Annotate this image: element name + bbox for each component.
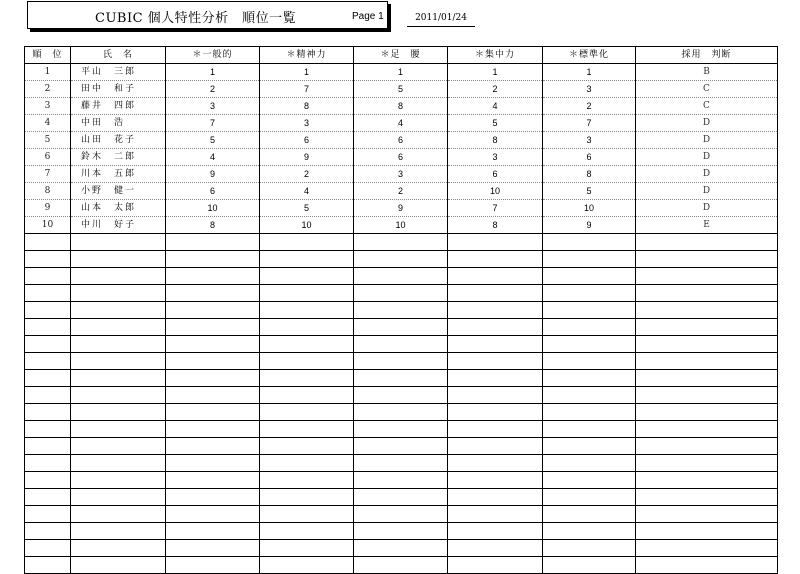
empty-table-cell bbox=[166, 455, 260, 472]
table-cell-judge: D bbox=[636, 115, 778, 132]
empty-table-cell bbox=[354, 302, 448, 319]
empty-table-row bbox=[25, 404, 778, 421]
empty-table-cell bbox=[25, 489, 71, 506]
table-cell-name: 川本 五郎 bbox=[71, 166, 166, 183]
ranking-table bbox=[24, 46, 778, 574]
column-header-focus: ＊集中力 bbox=[448, 47, 543, 64]
table-cell-legs: 4 bbox=[354, 115, 448, 132]
empty-table-cell bbox=[543, 455, 636, 472]
table-cell-general: 9 bbox=[166, 166, 260, 183]
empty-table-cell bbox=[448, 472, 543, 489]
table-cell-focus: 6 bbox=[448, 166, 543, 183]
table-cell-name: 平山 三郎 bbox=[71, 64, 166, 81]
table-cell-rank: 1 bbox=[44, 66, 51, 77]
table-cell-name: 田中 和子 bbox=[71, 81, 166, 98]
empty-table-cell bbox=[354, 489, 448, 506]
column-header-standard: ＊標準化 bbox=[543, 47, 636, 64]
column-header-legs: ＊足 腰 bbox=[354, 47, 448, 64]
empty-table-cell bbox=[354, 472, 448, 489]
empty-table-cell bbox=[25, 472, 71, 489]
empty-table-cell bbox=[354, 506, 448, 523]
empty-table-cell bbox=[71, 353, 166, 370]
empty-table-row bbox=[25, 370, 778, 387]
table-cell-judge: C bbox=[636, 81, 778, 98]
empty-table-cell bbox=[71, 472, 166, 489]
empty-table-cell bbox=[25, 506, 71, 523]
empty-table-cell bbox=[166, 523, 260, 540]
empty-table-cell bbox=[260, 557, 354, 574]
empty-table-cell bbox=[448, 540, 543, 557]
table-cell-focus: 7 bbox=[448, 200, 543, 217]
empty-table-row bbox=[25, 506, 778, 523]
empty-table-cell bbox=[71, 455, 166, 472]
empty-table-cell bbox=[25, 251, 71, 268]
table-cell-judge: C bbox=[636, 98, 778, 115]
empty-table-cell bbox=[260, 251, 354, 268]
empty-table-cell bbox=[543, 506, 636, 523]
empty-table-cell bbox=[448, 438, 543, 455]
table-cell-mental: 5 bbox=[260, 200, 354, 217]
empty-table-cell bbox=[260, 370, 354, 387]
table-cell-name: 藤井 四郎 bbox=[71, 98, 166, 115]
table-body bbox=[25, 64, 778, 574]
empty-table-cell bbox=[636, 472, 778, 489]
table-cell-general: 3 bbox=[166, 98, 260, 115]
empty-table-cell bbox=[636, 455, 778, 472]
empty-table-row bbox=[25, 268, 778, 285]
table-cell-rank: 6 bbox=[44, 151, 51, 162]
empty-table-cell bbox=[25, 319, 71, 336]
empty-table-row bbox=[25, 302, 778, 319]
empty-table-cell bbox=[543, 540, 636, 557]
empty-table-cell bbox=[448, 370, 543, 387]
empty-table-cell bbox=[166, 557, 260, 574]
empty-table-cell bbox=[166, 404, 260, 421]
table-row bbox=[25, 217, 778, 234]
empty-table-cell bbox=[636, 404, 778, 421]
table-cell-legs: 2 bbox=[354, 183, 448, 200]
empty-table-row bbox=[25, 523, 778, 540]
table-cell-mental: 8 bbox=[260, 98, 354, 115]
empty-table-cell bbox=[71, 302, 166, 319]
empty-table-cell bbox=[354, 234, 448, 251]
table-cell-standard: 1 bbox=[543, 64, 636, 81]
table-cell-mental: 1 bbox=[260, 64, 354, 81]
empty-table-cell bbox=[25, 336, 71, 353]
empty-table-cell bbox=[543, 523, 636, 540]
empty-table-cell bbox=[166, 319, 260, 336]
empty-table-row bbox=[25, 421, 778, 438]
empty-table-cell bbox=[260, 489, 354, 506]
empty-table-cell bbox=[543, 421, 636, 438]
empty-table-cell bbox=[71, 370, 166, 387]
table-cell-focus: 2 bbox=[448, 81, 543, 98]
table-cell-judge: D bbox=[636, 200, 778, 217]
table-row bbox=[25, 64, 778, 81]
empty-table-cell bbox=[448, 421, 543, 438]
empty-table-cell bbox=[354, 268, 448, 285]
table-cell-mental: 6 bbox=[260, 132, 354, 149]
empty-table-row bbox=[25, 319, 778, 336]
table-cell-general: 4 bbox=[166, 149, 260, 166]
empty-table-cell bbox=[166, 234, 260, 251]
empty-table-row bbox=[25, 438, 778, 455]
empty-table-cell bbox=[25, 285, 71, 302]
empty-table-cell bbox=[25, 523, 71, 540]
empty-table-cell bbox=[636, 268, 778, 285]
empty-table-cell bbox=[543, 251, 636, 268]
table-cell-rank: 10 bbox=[41, 219, 54, 230]
table-row bbox=[25, 200, 778, 217]
empty-table-cell bbox=[25, 370, 71, 387]
report-title: CUBIC 個人特性分析 順位一覧 bbox=[95, 11, 297, 26]
empty-table-cell bbox=[543, 353, 636, 370]
table-cell-legs: 6 bbox=[354, 149, 448, 166]
empty-table-cell bbox=[71, 523, 166, 540]
empty-table-cell bbox=[354, 387, 448, 404]
empty-table-cell bbox=[448, 506, 543, 523]
empty-table-cell bbox=[260, 506, 354, 523]
empty-table-cell bbox=[166, 285, 260, 302]
table-cell-name: 山本 太郎 bbox=[71, 200, 166, 217]
table-cell-mental: 3 bbox=[260, 115, 354, 132]
table-cell-legs: 8 bbox=[354, 98, 448, 115]
column-header-general: ＊一般的 bbox=[166, 47, 260, 64]
table-cell-standard: 6 bbox=[543, 149, 636, 166]
empty-table-cell bbox=[260, 540, 354, 557]
empty-table-cell bbox=[166, 506, 260, 523]
table-cell-legs: 3 bbox=[354, 166, 448, 183]
empty-table-cell bbox=[543, 268, 636, 285]
table-cell-focus: 8 bbox=[448, 132, 543, 149]
table-cell-general: 6 bbox=[166, 183, 260, 200]
empty-table-cell bbox=[543, 285, 636, 302]
empty-table-cell bbox=[25, 302, 71, 319]
empty-table-row bbox=[25, 251, 778, 268]
empty-table-cell bbox=[71, 540, 166, 557]
table-cell-name: 鈴木 二郎 bbox=[71, 149, 166, 166]
table-cell-rank: 8 bbox=[44, 185, 51, 196]
table-row bbox=[25, 149, 778, 166]
empty-table-cell bbox=[166, 387, 260, 404]
empty-table-cell bbox=[636, 353, 778, 370]
table-cell-mental: 10 bbox=[260, 217, 354, 234]
empty-table-row bbox=[25, 234, 778, 251]
empty-table-cell bbox=[166, 370, 260, 387]
empty-table-cell bbox=[260, 455, 354, 472]
empty-table-cell bbox=[448, 319, 543, 336]
empty-table-cell bbox=[25, 387, 71, 404]
empty-table-cell bbox=[543, 387, 636, 404]
table-cell-judge: B bbox=[636, 64, 778, 81]
table-cell-rank: 9 bbox=[44, 202, 51, 213]
table-cell-standard: 9 bbox=[543, 217, 636, 234]
empty-table-cell bbox=[25, 353, 71, 370]
empty-table-cell bbox=[354, 336, 448, 353]
table-cell-judge: D bbox=[636, 183, 778, 200]
empty-table-cell bbox=[354, 523, 448, 540]
empty-table-cell bbox=[636, 336, 778, 353]
empty-table-cell bbox=[71, 336, 166, 353]
empty-table-cell bbox=[636, 319, 778, 336]
empty-table-cell bbox=[354, 353, 448, 370]
empty-table-cell bbox=[25, 557, 71, 574]
empty-table-row bbox=[25, 455, 778, 472]
empty-table-cell bbox=[25, 438, 71, 455]
empty-table-cell bbox=[543, 472, 636, 489]
empty-table-cell bbox=[260, 268, 354, 285]
empty-table-cell bbox=[354, 319, 448, 336]
empty-table-cell bbox=[448, 302, 543, 319]
table-row bbox=[25, 81, 778, 98]
table-row bbox=[25, 183, 778, 200]
empty-table-cell bbox=[636, 489, 778, 506]
empty-table-row bbox=[25, 285, 778, 302]
empty-table-cell bbox=[71, 438, 166, 455]
table-cell-general: 8 bbox=[166, 217, 260, 234]
column-header-name: 氏 名 bbox=[71, 47, 166, 64]
table-cell-judge: D bbox=[636, 132, 778, 149]
empty-table-cell bbox=[25, 404, 71, 421]
empty-table-cell bbox=[71, 421, 166, 438]
empty-table-cell bbox=[636, 234, 778, 251]
table-cell-legs: 9 bbox=[354, 200, 448, 217]
empty-table-cell bbox=[636, 302, 778, 319]
table-cell-standard: 3 bbox=[543, 132, 636, 149]
empty-table-cell bbox=[354, 455, 448, 472]
empty-table-cell bbox=[543, 370, 636, 387]
table-cell-general: 7 bbox=[166, 115, 260, 132]
table-cell-rank: 7 bbox=[44, 168, 51, 179]
empty-table-cell bbox=[636, 557, 778, 574]
empty-table-cell bbox=[543, 489, 636, 506]
empty-table-cell bbox=[166, 421, 260, 438]
empty-table-cell bbox=[448, 251, 543, 268]
empty-table-cell bbox=[354, 285, 448, 302]
empty-table-cell bbox=[636, 438, 778, 455]
table-cell-standard: 2 bbox=[543, 98, 636, 115]
empty-table-cell bbox=[543, 438, 636, 455]
empty-table-cell bbox=[636, 285, 778, 302]
empty-table-cell bbox=[260, 421, 354, 438]
empty-table-cell bbox=[166, 438, 260, 455]
table-cell-judge: E bbox=[636, 217, 778, 234]
empty-table-cell bbox=[25, 268, 71, 285]
table-cell-rank: 2 bbox=[44, 83, 51, 94]
empty-table-cell bbox=[354, 557, 448, 574]
empty-table-cell bbox=[543, 336, 636, 353]
table-cell-rank: 5 bbox=[44, 134, 51, 145]
table-cell-standard: 10 bbox=[543, 200, 636, 217]
table-cell-judge: D bbox=[636, 149, 778, 166]
empty-table-cell bbox=[636, 387, 778, 404]
empty-table-row bbox=[25, 336, 778, 353]
column-header-rank: 順 位 bbox=[25, 47, 71, 64]
empty-table-cell bbox=[71, 489, 166, 506]
table-header-row bbox=[25, 47, 778, 64]
table-cell-name: 小野 健一 bbox=[71, 183, 166, 200]
table-cell-focus: 8 bbox=[448, 217, 543, 234]
empty-table-cell bbox=[71, 557, 166, 574]
empty-table-cell bbox=[260, 234, 354, 251]
empty-table-row bbox=[25, 489, 778, 506]
table-cell-mental: 2 bbox=[260, 166, 354, 183]
empty-table-cell bbox=[71, 251, 166, 268]
empty-table-cell bbox=[543, 234, 636, 251]
table-cell-legs: 5 bbox=[354, 81, 448, 98]
empty-table-row bbox=[25, 472, 778, 489]
empty-table-cell bbox=[260, 472, 354, 489]
empty-table-cell bbox=[166, 336, 260, 353]
empty-table-cell bbox=[260, 285, 354, 302]
table-cell-name: 中川 好子 bbox=[71, 217, 166, 234]
empty-table-cell bbox=[354, 438, 448, 455]
table-cell-standard: 5 bbox=[543, 183, 636, 200]
empty-table-cell bbox=[71, 234, 166, 251]
empty-table-cell bbox=[71, 506, 166, 523]
empty-table-cell bbox=[543, 404, 636, 421]
table-cell-focus: 10 bbox=[448, 183, 543, 200]
empty-table-cell bbox=[166, 540, 260, 557]
empty-table-cell bbox=[25, 421, 71, 438]
table-cell-rank: 3 bbox=[44, 100, 51, 111]
empty-table-cell bbox=[260, 302, 354, 319]
empty-table-cell bbox=[71, 268, 166, 285]
table-cell-mental: 4 bbox=[260, 183, 354, 200]
empty-table-cell bbox=[448, 557, 543, 574]
table-row bbox=[25, 166, 778, 183]
empty-table-cell bbox=[71, 404, 166, 421]
empty-table-cell bbox=[448, 268, 543, 285]
empty-table-cell bbox=[636, 506, 778, 523]
empty-table-cell bbox=[166, 251, 260, 268]
empty-table-cell bbox=[260, 523, 354, 540]
empty-table-cell bbox=[636, 251, 778, 268]
empty-table-cell bbox=[25, 234, 71, 251]
empty-table-cell bbox=[166, 268, 260, 285]
table-cell-focus: 4 bbox=[448, 98, 543, 115]
table-cell-name: 中田 浩 bbox=[71, 115, 166, 132]
empty-table-cell bbox=[448, 455, 543, 472]
empty-table-row bbox=[25, 557, 778, 574]
empty-table-cell bbox=[448, 489, 543, 506]
table-row bbox=[25, 115, 778, 132]
table-cell-rank: 4 bbox=[44, 117, 51, 128]
column-header-judge: 採用 判断 bbox=[636, 47, 778, 64]
empty-table-row bbox=[25, 387, 778, 404]
empty-table-cell bbox=[448, 285, 543, 302]
empty-table-cell bbox=[448, 387, 543, 404]
table-cell-focus: 3 bbox=[448, 149, 543, 166]
empty-table-cell bbox=[543, 557, 636, 574]
table-cell-standard: 3 bbox=[543, 81, 636, 98]
empty-table-cell bbox=[166, 353, 260, 370]
empty-table-cell bbox=[636, 370, 778, 387]
column-header-mental: ＊精神力 bbox=[260, 47, 354, 64]
table-cell-mental: 9 bbox=[260, 149, 354, 166]
empty-table-cell bbox=[260, 404, 354, 421]
empty-table-cell bbox=[354, 421, 448, 438]
table-cell-standard: 7 bbox=[543, 115, 636, 132]
empty-table-cell bbox=[260, 387, 354, 404]
empty-table-cell bbox=[354, 540, 448, 557]
table-cell-focus: 5 bbox=[448, 115, 543, 132]
table-cell-legs: 10 bbox=[354, 217, 448, 234]
empty-table-cell bbox=[636, 421, 778, 438]
table-cell-name: 山田 花子 bbox=[71, 132, 166, 149]
empty-table-row bbox=[25, 540, 778, 557]
empty-table-cell bbox=[71, 387, 166, 404]
table-cell-legs: 6 bbox=[354, 132, 448, 149]
empty-table-cell bbox=[354, 251, 448, 268]
empty-table-cell bbox=[260, 319, 354, 336]
empty-table-cell bbox=[448, 353, 543, 370]
empty-table-cell bbox=[354, 404, 448, 421]
empty-table-cell bbox=[71, 285, 166, 302]
page-number: Page 1 bbox=[352, 11, 384, 22]
table-cell-general: 2 bbox=[166, 81, 260, 98]
table-row bbox=[25, 132, 778, 149]
report-date: 2011/01/24 bbox=[407, 13, 475, 27]
table-cell-legs: 1 bbox=[354, 64, 448, 81]
empty-table-cell bbox=[166, 489, 260, 506]
empty-table-cell bbox=[166, 302, 260, 319]
empty-table-cell bbox=[260, 438, 354, 455]
empty-table-cell bbox=[71, 319, 166, 336]
empty-table-cell bbox=[260, 353, 354, 370]
table-cell-mental: 7 bbox=[260, 81, 354, 98]
empty-table-cell bbox=[166, 472, 260, 489]
empty-table-cell bbox=[448, 404, 543, 421]
empty-table-cell bbox=[260, 336, 354, 353]
table-cell-standard: 8 bbox=[543, 166, 636, 183]
table-cell-general: 5 bbox=[166, 132, 260, 149]
empty-table-cell bbox=[25, 540, 71, 557]
empty-table-cell bbox=[25, 455, 71, 472]
empty-table-cell bbox=[543, 302, 636, 319]
table-row bbox=[25, 98, 778, 115]
empty-table-cell bbox=[448, 523, 543, 540]
empty-table-cell bbox=[543, 319, 636, 336]
empty-table-cell bbox=[354, 370, 448, 387]
table-cell-general: 10 bbox=[166, 200, 260, 217]
report-title-box bbox=[27, 1, 388, 29]
table-cell-judge: D bbox=[636, 166, 778, 183]
table-cell-general: 1 bbox=[166, 64, 260, 81]
empty-table-cell bbox=[636, 523, 778, 540]
empty-table-cell bbox=[448, 234, 543, 251]
empty-table-cell bbox=[448, 336, 543, 353]
empty-table-row bbox=[25, 353, 778, 370]
table-cell-focus: 1 bbox=[448, 64, 543, 81]
empty-table-cell bbox=[636, 540, 778, 557]
